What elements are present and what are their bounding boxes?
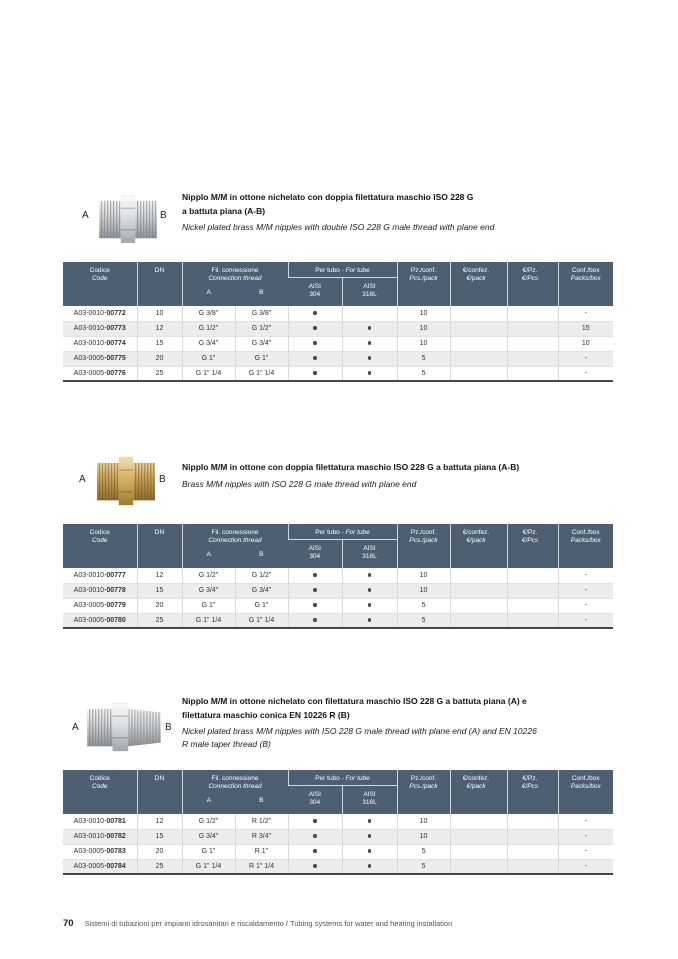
section-title-italian bbox=[182, 695, 642, 722]
header-code-en: Code bbox=[91, 275, 108, 283]
col-header-aisi-304: AISI 304 bbox=[288, 277, 342, 306]
product-image-nickel-hex-nipple bbox=[98, 190, 158, 248]
table-row bbox=[63, 351, 613, 366]
label-a: A bbox=[82, 210, 89, 221]
packs-per-box: 15 bbox=[558, 321, 613, 336]
col-header-dn: DN bbox=[137, 262, 182, 306]
col-header-pcs-pack: Pz./conf. Pcs./pack bbox=[397, 770, 450, 814]
packs-per-box: - bbox=[558, 366, 613, 381]
col-header-pcs-pack: Pz./conf. Pcs./pack bbox=[397, 262, 450, 306]
table-body bbox=[63, 568, 613, 628]
table-row bbox=[63, 568, 613, 583]
label-b: B bbox=[160, 210, 167, 221]
dot-icon bbox=[368, 341, 372, 345]
packs-per-box: - bbox=[558, 814, 613, 829]
pcs-per-pack: 5 bbox=[397, 859, 450, 874]
dot-icon bbox=[313, 326, 317, 330]
text-line: filettatura maschio conica EN 10226 R (B) bbox=[182, 709, 350, 720]
dn-value: 12 bbox=[137, 568, 182, 583]
aisi-304-cell bbox=[288, 321, 342, 336]
table-row bbox=[63, 814, 613, 829]
eur-per-pack bbox=[450, 598, 507, 613]
thread-a-value: G 1" 1/4 bbox=[182, 859, 235, 874]
aisi-316l-cell bbox=[342, 366, 397, 381]
table-row bbox=[63, 583, 613, 598]
thread-a-value: G 3/4" bbox=[182, 336, 235, 351]
table-body bbox=[63, 814, 613, 874]
dot-icon bbox=[313, 819, 317, 823]
eur-per-pcs bbox=[507, 583, 558, 598]
col-header-code: Codice Code bbox=[63, 770, 137, 814]
col-header-for-tube: Per tubo - For tube bbox=[288, 770, 397, 785]
product-table-1 bbox=[63, 262, 613, 382]
product-code: A03-0010-00772 bbox=[73, 309, 126, 317]
aisi-304-cell bbox=[288, 583, 342, 598]
col-header-connection-thread: Fil. connessione Connection thread A B bbox=[182, 770, 288, 814]
col-header-dn: DN bbox=[137, 770, 182, 814]
dn-value: 15 bbox=[137, 336, 182, 351]
product-table-3 bbox=[63, 770, 613, 875]
pcs-per-pack: 10 bbox=[397, 336, 450, 351]
product-code: A03-0005-00780 bbox=[63, 613, 137, 628]
table-row bbox=[63, 336, 613, 351]
aisi-316l-cell bbox=[342, 814, 397, 829]
dn-value: 25 bbox=[137, 859, 182, 874]
text-line: Nickel plated brass M/M nipples with ISO 228 G male thread with plane end (A) and EN 10226 bbox=[182, 726, 537, 737]
packs-per-box: - bbox=[558, 844, 613, 859]
pcs-per-pack: 5 bbox=[397, 598, 450, 613]
aisi-316l-cell bbox=[342, 844, 397, 859]
product-image-nickel-taper-nipple bbox=[86, 697, 162, 757]
col-header-code bbox=[63, 262, 137, 306]
dot-icon bbox=[368, 864, 372, 868]
product-code: A03-0010-00781 bbox=[73, 817, 126, 825]
col-header-eur-pack: €/confez. €/pack bbox=[450, 262, 507, 306]
text-line: Nipplo M/M in ottone con doppia filettatura maschio ISO 228 G a battuta piana (A-B) bbox=[182, 462, 520, 472]
product-code: A03-0010-00778 bbox=[63, 583, 137, 598]
dot-icon bbox=[313, 603, 317, 607]
product-code: A03-0005-00776 bbox=[63, 366, 137, 381]
table-row bbox=[63, 306, 613, 321]
aisi-316l-cell bbox=[342, 568, 397, 583]
text-line: R male taper thread (B) bbox=[182, 739, 271, 750]
pcs-per-pack: 10 bbox=[397, 321, 450, 336]
eur-per-pcs bbox=[507, 814, 558, 829]
pcs-per-pack: 5 bbox=[397, 366, 450, 381]
aisi-304-cell bbox=[288, 829, 342, 844]
col-header-eur-pcs: €/Pz. €/Pcs bbox=[507, 770, 558, 814]
packs-per-box: - bbox=[558, 829, 613, 844]
eur-per-pcs bbox=[507, 336, 558, 351]
eur-per-pack bbox=[450, 814, 507, 829]
aisi-316l-cell bbox=[342, 351, 397, 366]
eur-per-pcs bbox=[507, 351, 558, 366]
eur-per-pcs bbox=[507, 321, 558, 336]
col-header-for-tube: Per tubo - For tube bbox=[288, 524, 397, 539]
eur-per-pack bbox=[450, 844, 507, 859]
dot-icon bbox=[313, 864, 317, 868]
thread-b-value: G 3/8" bbox=[235, 306, 288, 321]
dn-value: 25 bbox=[137, 613, 182, 628]
aisi-304-cell bbox=[288, 366, 342, 381]
pcs-per-pack: 10 bbox=[397, 568, 450, 583]
aisi-304-cell bbox=[288, 613, 342, 628]
col-header-eur-pack: €/confez. €/pack bbox=[450, 770, 507, 814]
col-header-pcs-pack: Pz./conf. Pcs./pack bbox=[397, 524, 450, 568]
label-b: B bbox=[159, 474, 166, 485]
dot-icon bbox=[368, 326, 372, 330]
thread-b-value: G 1/2" bbox=[235, 568, 288, 583]
dot-icon bbox=[313, 311, 317, 315]
packs-per-box: 10 bbox=[558, 336, 613, 351]
pcs-per-pack: 5 bbox=[397, 351, 450, 366]
section-title-block bbox=[182, 191, 642, 234]
product-code: A03-0005-00783 bbox=[63, 844, 137, 859]
eur-per-pcs bbox=[507, 306, 558, 321]
thread-b-value: G 1" bbox=[235, 598, 288, 613]
eur-per-pack bbox=[450, 366, 507, 381]
section-title-italian bbox=[182, 461, 642, 475]
text-line: a battuta piana (A-B) bbox=[182, 205, 266, 216]
eur-per-pcs bbox=[507, 859, 558, 874]
dot-icon bbox=[368, 819, 372, 823]
aisi-316l-cell bbox=[342, 829, 397, 844]
eur-per-pack bbox=[450, 321, 507, 336]
text-line: Nickel plated brass M/M nipples with double ISO 228 G male thread with plane end bbox=[182, 222, 495, 233]
eur-per-pcs bbox=[507, 844, 558, 859]
col-header-dn: DN bbox=[137, 524, 182, 568]
aisi-316l-cell bbox=[342, 583, 397, 598]
product-code: A03-0010-00782 bbox=[63, 829, 137, 844]
label-b: B bbox=[165, 722, 172, 733]
thread-b-value: G 1/2" bbox=[235, 321, 288, 336]
dot-icon bbox=[368, 618, 372, 622]
product-code: A03-0010-00774 bbox=[63, 336, 137, 351]
thread-b-value: R 1" bbox=[235, 844, 288, 859]
header-thread-a: A bbox=[206, 288, 211, 296]
packs-per-box: - bbox=[558, 351, 613, 366]
aisi-316l-cell bbox=[342, 306, 397, 321]
dot-icon bbox=[313, 371, 317, 375]
packs-per-box: - bbox=[558, 306, 613, 321]
thread-a-value: G 1" bbox=[182, 844, 235, 859]
eur-per-pcs bbox=[507, 829, 558, 844]
thread-b-value: G 1" bbox=[235, 351, 288, 366]
col-header-aisi-304: AISI 304 bbox=[288, 785, 342, 814]
table-row bbox=[63, 844, 613, 859]
pcs-per-pack: 10 bbox=[397, 306, 450, 321]
thread-a-value: G 1/2" bbox=[182, 321, 235, 336]
text-line: Brass M/M nipples with ISO 228 G male thread with plane end bbox=[182, 478, 417, 489]
table-row bbox=[63, 321, 613, 336]
aisi-304-cell bbox=[288, 336, 342, 351]
eur-per-pcs bbox=[507, 598, 558, 613]
aisi-304-cell bbox=[288, 844, 342, 859]
col-header-packs-box: Conf./box Packs/box bbox=[558, 770, 613, 814]
col-header-aisi-316l: AISI 316L bbox=[342, 277, 397, 306]
pcs-per-pack: 10 bbox=[397, 814, 450, 829]
dot-icon bbox=[368, 371, 372, 375]
aisi-316l-cell bbox=[342, 613, 397, 628]
dot-icon bbox=[368, 573, 372, 577]
dot-icon bbox=[313, 849, 317, 853]
col-header-code: Codice Code bbox=[63, 524, 137, 568]
eur-per-pack bbox=[450, 583, 507, 598]
eur-per-pcs bbox=[507, 366, 558, 381]
dn-value: 25 bbox=[137, 366, 182, 381]
packs-per-box: - bbox=[558, 613, 613, 628]
header-code-it: Codice bbox=[89, 267, 110, 274]
aisi-304-cell bbox=[288, 598, 342, 613]
table-head bbox=[63, 524, 613, 568]
label-a: A bbox=[79, 474, 86, 485]
dot-icon bbox=[368, 356, 372, 360]
thread-b-value: G 1" 1/4 bbox=[235, 366, 288, 381]
aisi-304-cell bbox=[288, 306, 342, 321]
eur-per-pack bbox=[450, 859, 507, 874]
thread-b-value: G 3/4" bbox=[235, 336, 288, 351]
page-number: 70 bbox=[63, 918, 74, 929]
col-header-eur-pcs: €/Pz. €/Pcs bbox=[507, 524, 558, 568]
col-header-for-tube: Per tubo - For tube bbox=[288, 262, 397, 277]
thread-a-value: G 3/8" bbox=[182, 306, 235, 321]
dot-icon bbox=[368, 588, 372, 592]
section-title-italian bbox=[182, 191, 642, 218]
table-head bbox=[63, 770, 613, 814]
thread-a-value: G 1" bbox=[182, 598, 235, 613]
dot-icon bbox=[368, 849, 372, 853]
aisi-316l-cell bbox=[342, 321, 397, 336]
thread-a-value: G 3/4" bbox=[182, 583, 235, 598]
header-thread-b: B bbox=[259, 288, 264, 296]
col-header-connection-thread: Fil. connessione Connection thread A B bbox=[182, 262, 288, 306]
thread-a-value: G 1" bbox=[182, 351, 235, 366]
dn-value: 10 bbox=[137, 306, 182, 321]
col-header-aisi-304: AISI 304 bbox=[288, 539, 342, 568]
eur-per-pack bbox=[450, 336, 507, 351]
eur-per-pack bbox=[450, 568, 507, 583]
col-header-packs-box: Conf./box Packs/box bbox=[558, 524, 613, 568]
thread-b-value: G 1" 1/4 bbox=[235, 613, 288, 628]
packs-per-box: - bbox=[558, 598, 613, 613]
aisi-304-cell bbox=[288, 568, 342, 583]
product-code: A03-0010-00777 bbox=[73, 571, 126, 579]
dn-value: 20 bbox=[137, 844, 182, 859]
dot-icon bbox=[313, 618, 317, 622]
table-row bbox=[63, 829, 613, 844]
dot-icon bbox=[313, 356, 317, 360]
section-title-english bbox=[182, 221, 642, 234]
thread-a-value: G 1" 1/4 bbox=[182, 613, 235, 628]
packs-per-box: - bbox=[558, 583, 613, 598]
aisi-316l-cell bbox=[342, 598, 397, 613]
dot-icon bbox=[313, 341, 317, 345]
table-row bbox=[63, 859, 613, 874]
thread-a-value: G 3/4" bbox=[182, 829, 235, 844]
dn-value: 15 bbox=[137, 583, 182, 598]
product-image-brass-hex-nipple bbox=[95, 452, 157, 510]
product-code: A03-0005-00784 bbox=[63, 859, 137, 874]
thread-a-value: G 1/2" bbox=[182, 568, 235, 583]
dot-icon bbox=[313, 588, 317, 592]
table-row bbox=[63, 613, 613, 628]
eur-per-pack bbox=[450, 613, 507, 628]
col-header-connection-thread: Fil. connessione Connection thread A B bbox=[182, 524, 288, 568]
aisi-304-cell bbox=[288, 351, 342, 366]
packs-per-box: - bbox=[558, 859, 613, 874]
dn-value: 12 bbox=[137, 321, 182, 336]
table-row bbox=[63, 366, 613, 381]
product-code: A03-0005-00775 bbox=[63, 351, 137, 366]
col-header-eur-pcs: €/Pz. €/Pcs bbox=[507, 262, 558, 306]
eur-per-pack bbox=[450, 351, 507, 366]
thread-b-value: G 3/4" bbox=[235, 583, 288, 598]
thread-a-value: G 1" 1/4 bbox=[182, 366, 235, 381]
col-header-eur-pack: €/confez. €/pack bbox=[450, 524, 507, 568]
product-code: A03-0010-00773 bbox=[63, 321, 137, 336]
dot-icon bbox=[368, 603, 372, 607]
aisi-316l-cell bbox=[342, 859, 397, 874]
section-title-english bbox=[182, 478, 642, 491]
dn-value: 12 bbox=[137, 814, 182, 829]
pcs-per-pack: 5 bbox=[397, 613, 450, 628]
dn-value: 15 bbox=[137, 829, 182, 844]
table-head bbox=[63, 262, 613, 306]
page-footer bbox=[63, 918, 452, 929]
aisi-304-cell bbox=[288, 859, 342, 874]
text-line: Nipplo M/M in ottone nichelato con doppia filettatura maschio ISO 228 G bbox=[182, 192, 474, 202]
footer-description: Sistemi di tubazioni per impianti idrosanitari e riscaldamento / Tubing systems for water and heating installation bbox=[84, 919, 453, 928]
table-body bbox=[63, 306, 613, 381]
col-header-aisi-316l: AISI 316L bbox=[342, 785, 397, 814]
section-title-block bbox=[182, 695, 642, 752]
col-header-aisi-316l: AISI 316L bbox=[342, 539, 397, 568]
eur-per-pcs bbox=[507, 568, 558, 583]
packs-per-box: - bbox=[558, 568, 613, 583]
pcs-per-pack: 10 bbox=[397, 829, 450, 844]
dot-icon bbox=[313, 834, 317, 838]
pcs-per-pack: 5 bbox=[397, 844, 450, 859]
thread-b-value: R 1" 1/4 bbox=[235, 859, 288, 874]
dot-icon bbox=[313, 573, 317, 577]
col-header-packs-box: Conf./box Packs/box bbox=[558, 262, 613, 306]
aisi-304-cell bbox=[288, 814, 342, 829]
thread-b-value: R 1/2" bbox=[235, 814, 288, 829]
product-code: A03-0005-00779 bbox=[63, 598, 137, 613]
section-title-english bbox=[182, 725, 642, 751]
dn-value: 20 bbox=[137, 351, 182, 366]
eur-per-pcs bbox=[507, 613, 558, 628]
dn-value: 20 bbox=[137, 598, 182, 613]
label-a: A bbox=[72, 722, 79, 733]
product-table-2 bbox=[63, 524, 613, 629]
thread-b-value: R 3/4" bbox=[235, 829, 288, 844]
eur-per-pack bbox=[450, 829, 507, 844]
text-line: Nipplo M/M in ottone nichelato con filettatura maschio ISO 228 G a battuta piana (A) e bbox=[182, 696, 527, 706]
table-row bbox=[63, 598, 613, 613]
aisi-316l-cell bbox=[342, 336, 397, 351]
thread-a-value: G 1/2" bbox=[182, 814, 235, 829]
section-title-block bbox=[182, 461, 642, 491]
pcs-per-pack: 10 bbox=[397, 583, 450, 598]
eur-per-pack bbox=[450, 306, 507, 321]
dot-icon bbox=[368, 834, 372, 838]
